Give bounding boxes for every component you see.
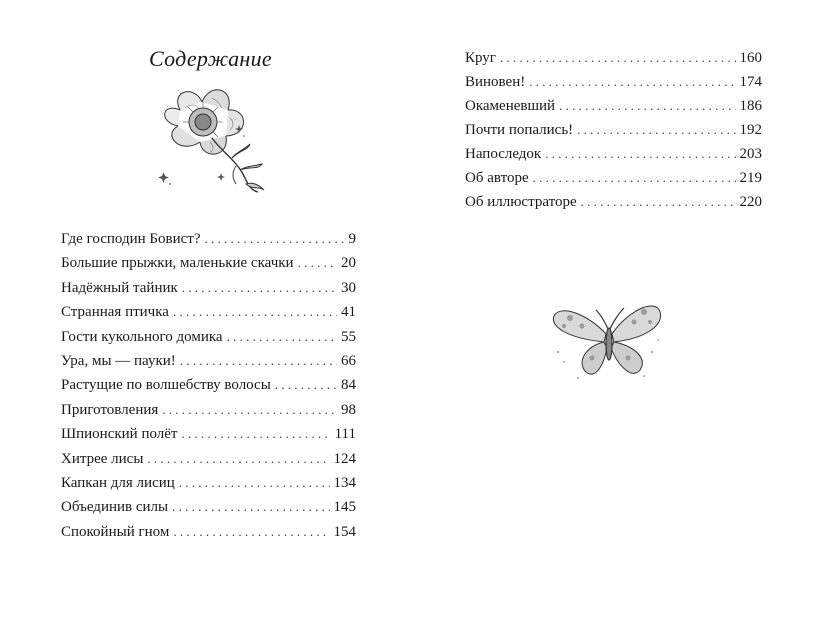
toc-entry-page: 84	[341, 377, 356, 394]
toc-entry-title: Странная птичка	[61, 304, 169, 321]
toc-entry	[61, 451, 356, 475]
toc-entry-title: Ура, мы — пауки!	[61, 352, 176, 369]
toc-entry	[465, 50, 762, 74]
toc-entry-page: 66	[341, 352, 356, 369]
toc-leader-dots	[205, 231, 345, 247]
toc-entry-title: Почти попались!	[465, 122, 574, 138]
toc-entry-title: Спокойный гном	[61, 523, 170, 540]
toc-entry-title: Об авторе	[465, 170, 529, 186]
toc-entry	[61, 255, 356, 279]
toc-entry	[61, 475, 356, 499]
toc-leader-dots	[529, 74, 735, 90]
toc-entry-title: Где господин Бовист?	[61, 231, 201, 247]
toc-entry-title: Об иллюстраторе	[465, 194, 577, 210]
butterfly-illustration	[548, 292, 668, 384]
toc-entry	[465, 194, 762, 218]
toc-entry	[61, 402, 356, 426]
toc-entry	[465, 122, 762, 146]
toc-entry-title: Хитрее лисы	[61, 450, 144, 467]
toc-entry-page: 20	[341, 255, 356, 272]
toc-leader-dots	[275, 377, 337, 393]
toc-entry-title: Растущие по волшебству волосы	[61, 377, 271, 394]
toc-entry-title: Объединив силы	[61, 499, 169, 516]
toc-leader-dots	[182, 426, 331, 442]
toc-entry	[465, 74, 762, 98]
toc-leader-dots	[173, 524, 329, 540]
toc-entry	[61, 231, 356, 255]
toc-left-column	[61, 231, 356, 548]
toc-entry	[61, 329, 356, 353]
toc-entry-title: Надёжный тайник	[61, 279, 178, 296]
toc-leader-dots	[298, 255, 337, 271]
toc-entry-page: 41	[341, 304, 356, 321]
toc-entry	[61, 280, 356, 304]
flower-illustration	[140, 80, 280, 200]
toc-entry-title: Напоследок	[465, 146, 542, 162]
toc-leader-dots	[227, 329, 337, 345]
toc-entry	[465, 98, 762, 122]
toc-entry-title: Приготовления	[61, 401, 159, 418]
toc-entry-page: 220	[739, 194, 762, 210]
toc-entry-page: 134	[333, 474, 356, 491]
toc-leader-dots	[545, 146, 735, 162]
toc-leader-dots	[581, 194, 736, 210]
toc-leader-dots	[577, 122, 735, 138]
page-title-text: Содержание	[149, 46, 273, 71]
toc-leader-dots	[500, 50, 736, 66]
toc-entry	[465, 170, 762, 194]
toc-entry	[61, 353, 356, 377]
toc-entry-title: Круг	[465, 50, 496, 66]
toc-entry-title: Шпионский полёт	[61, 426, 178, 443]
toc-entry-page: 30	[341, 279, 356, 296]
toc-entry-page: 98	[341, 401, 356, 418]
toc-entry	[61, 304, 356, 328]
toc-entry-page: 124	[333, 450, 356, 467]
toc-right-column	[465, 50, 762, 218]
toc-entry-page: 111	[334, 426, 356, 443]
toc-entry-title: Большие прыжки, маленькие скачки	[61, 255, 294, 272]
toc-entry-title: Виновен!	[465, 74, 526, 90]
toc-leader-dots	[179, 475, 330, 491]
toc-leader-dots	[533, 170, 736, 186]
toc-leader-dots	[172, 499, 329, 515]
toc-entry-title: Окаменевший	[465, 98, 556, 114]
toc-entry	[465, 146, 762, 170]
toc-leader-dots	[559, 98, 735, 114]
toc-entry-page: 219	[739, 170, 762, 186]
toc-entry-page: 174	[739, 74, 762, 90]
toc-entry-page: 186	[739, 98, 762, 114]
toc-entry	[61, 524, 356, 548]
toc-entry-page: 55	[341, 328, 356, 345]
toc-leader-dots	[173, 304, 337, 320]
toc-entry-page: 145	[333, 499, 356, 516]
toc-entry	[61, 499, 356, 523]
toc-leader-dots	[162, 402, 337, 418]
toc-entry-page: 160	[739, 50, 762, 66]
toc-entry-page: 154	[333, 523, 356, 540]
toc-entry-page: 203	[739, 146, 762, 162]
toc-leader-dots	[147, 451, 329, 467]
toc-leader-dots	[180, 353, 337, 369]
toc-leader-dots	[182, 280, 337, 296]
toc-entry-page: 192	[739, 122, 762, 138]
toc-entry	[61, 426, 356, 450]
page-title	[149, 46, 272, 72]
toc-entry-title: Гости кукольного домика	[61, 328, 223, 345]
toc-entry	[61, 377, 356, 401]
toc-entry-page: 9	[348, 231, 356, 247]
toc-entry-title: Капкан для лисиц	[61, 474, 175, 491]
